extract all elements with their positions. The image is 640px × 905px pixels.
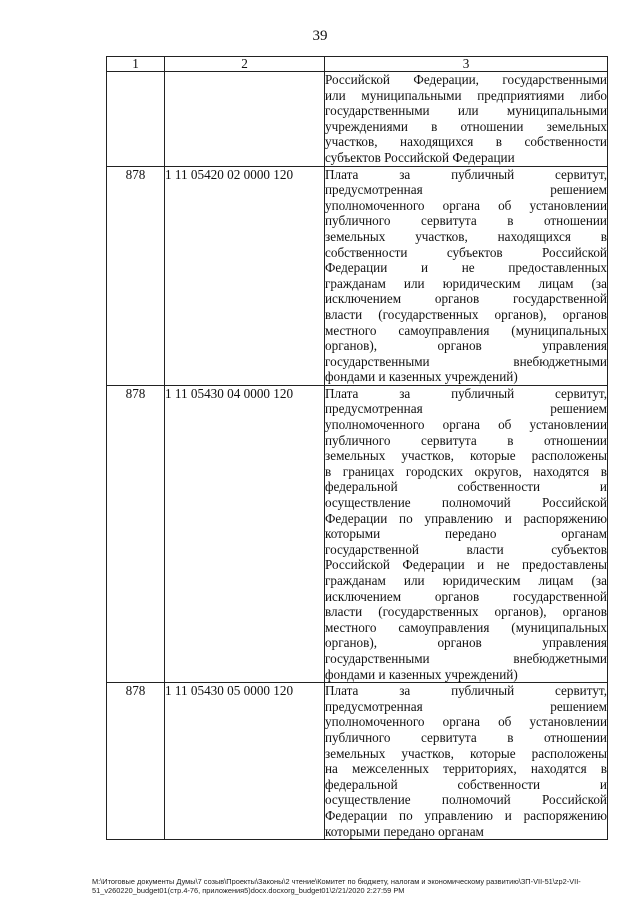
description-line: Плата за публичный сервитут,	[325, 385, 607, 401]
income-code-cell: 1 11 05430 04 0000 120	[165, 385, 325, 682]
description-line: федеральной собственности и	[325, 776, 607, 792]
description-line: или муниципальными предприятиями либо	[325, 87, 607, 103]
description-line: Российской Федерации и не предоставлены	[325, 557, 607, 573]
description-line: уполномоченного органа об установлении	[325, 417, 607, 433]
description-line: органов), органов управления	[325, 338, 607, 354]
table-row	[107, 166, 608, 385]
description-line: Федерации и не предоставленных	[325, 260, 607, 276]
description-line: учреждениями в отношении земельных	[325, 118, 607, 134]
description-line: участков, находящихся в собственности	[325, 134, 607, 150]
description-line: органов), органов управления	[325, 635, 607, 651]
description-line: Федерации по управлению и распоряжению	[325, 807, 607, 823]
description-line: федеральной собственности и	[325, 479, 607, 495]
description-line: субъектов Российской Федерации	[325, 149, 515, 165]
income-description-cell	[325, 385, 608, 682]
admin-code-cell	[107, 72, 165, 167]
description-line: земельных участков, которые расположены	[325, 448, 607, 464]
description-line: власти (государственных органов), органов	[325, 306, 607, 322]
description-line: собственности субъектов Российской	[325, 244, 607, 260]
description-line: гражданам или юридическим лицам (за	[325, 573, 607, 588]
description-line: фондами и казенных учреждений)	[325, 666, 518, 682]
description-line: предусмотренная решением	[325, 401, 607, 417]
page-number: 39	[312, 28, 328, 44]
description-line: земельных участков, находящихся в	[325, 228, 607, 244]
description-line: осуществление полномочий Российской	[325, 792, 607, 808]
table-row	[107, 385, 608, 682]
description-line: местного самоуправления (муниципальных	[325, 322, 607, 338]
description-line: государственными внебюджетными	[325, 353, 607, 369]
description-line: государственными или муниципальными	[325, 103, 607, 119]
table-header-row	[107, 57, 608, 72]
income-description-cell	[325, 166, 608, 385]
footer-line-1: M:\Итоговые документы Думы\7 созыв\Проекты\Законы\2 чтение\Комитет по бюджету, налогам и экономическому развитию\ЗП-VII-51\zp2-VII-	[92, 877, 581, 886]
description-line: которыми передано органам	[325, 526, 607, 542]
description-line: уполномоченного органа об установлении	[325, 714, 607, 730]
description-line: публичного сервитута в отношении	[325, 729, 607, 745]
description-line: публичного сервитута в отношении	[325, 432, 607, 448]
income-description-cell	[325, 683, 608, 840]
description-line: осуществление полномочий Российской	[325, 495, 607, 511]
admin-code-cell: 878	[107, 166, 165, 385]
description-line: Плата за публичный сервитут,	[325, 683, 607, 699]
description-line: Российской Федерации, государственными	[325, 72, 607, 87]
income-code-cell: 1 11 05420 02 0000 120	[165, 166, 325, 385]
description-line: в границах городских округов, находятся в	[325, 463, 607, 479]
admin-code-cell: 878	[107, 683, 165, 840]
document-path-footer	[92, 877, 622, 895]
table-row	[107, 72, 608, 167]
description-line: гражданам или юридическим лицам (за	[325, 275, 607, 291]
header-col-2: 2	[165, 57, 325, 72]
table-row	[107, 683, 608, 840]
description-line: предусмотренная решением	[325, 182, 607, 198]
description-line: уполномоченного органа об установлении	[325, 197, 607, 213]
income-code-cell	[165, 72, 325, 167]
description-line: государственной власти субъектов	[325, 541, 607, 557]
description-line: предусмотренная решением	[325, 698, 607, 714]
description-line: которыми передано органам	[325, 823, 484, 839]
budget-classification-table	[106, 56, 608, 840]
income-code-cell: 1 11 05430 05 0000 120	[165, 683, 325, 840]
admin-code-cell: 878	[107, 385, 165, 682]
income-description-cell	[325, 72, 608, 167]
header-col-1: 1	[107, 57, 165, 72]
description-line: земельных участков, которые расположены	[325, 745, 607, 761]
description-line: на межселенных территориях, находятся в	[325, 761, 607, 777]
footer-line-2: 51_v260220_budget01(стр.4-76, приложения5)docx.docxorg_budget01\2/21/2020 2:27:59 PM	[92, 886, 405, 895]
description-line: фондами и казенных учреждений)	[325, 369, 518, 385]
header-col-3: 3	[325, 57, 608, 72]
description-line: Федерации по управлению и распоряжению	[325, 510, 607, 526]
description-line: исключением органов государственной	[325, 291, 607, 307]
description-line: государственными внебюджетными	[325, 650, 607, 666]
description-line: местного самоуправления (муниципальных	[325, 619, 607, 635]
description-line: Плата за публичный сервитут,	[325, 166, 607, 182]
description-line: власти (государственных органов), органов	[325, 604, 607, 620]
description-line: публичного сервитута в отношении	[325, 213, 607, 229]
description-line: исключением органов государственной	[325, 588, 607, 604]
